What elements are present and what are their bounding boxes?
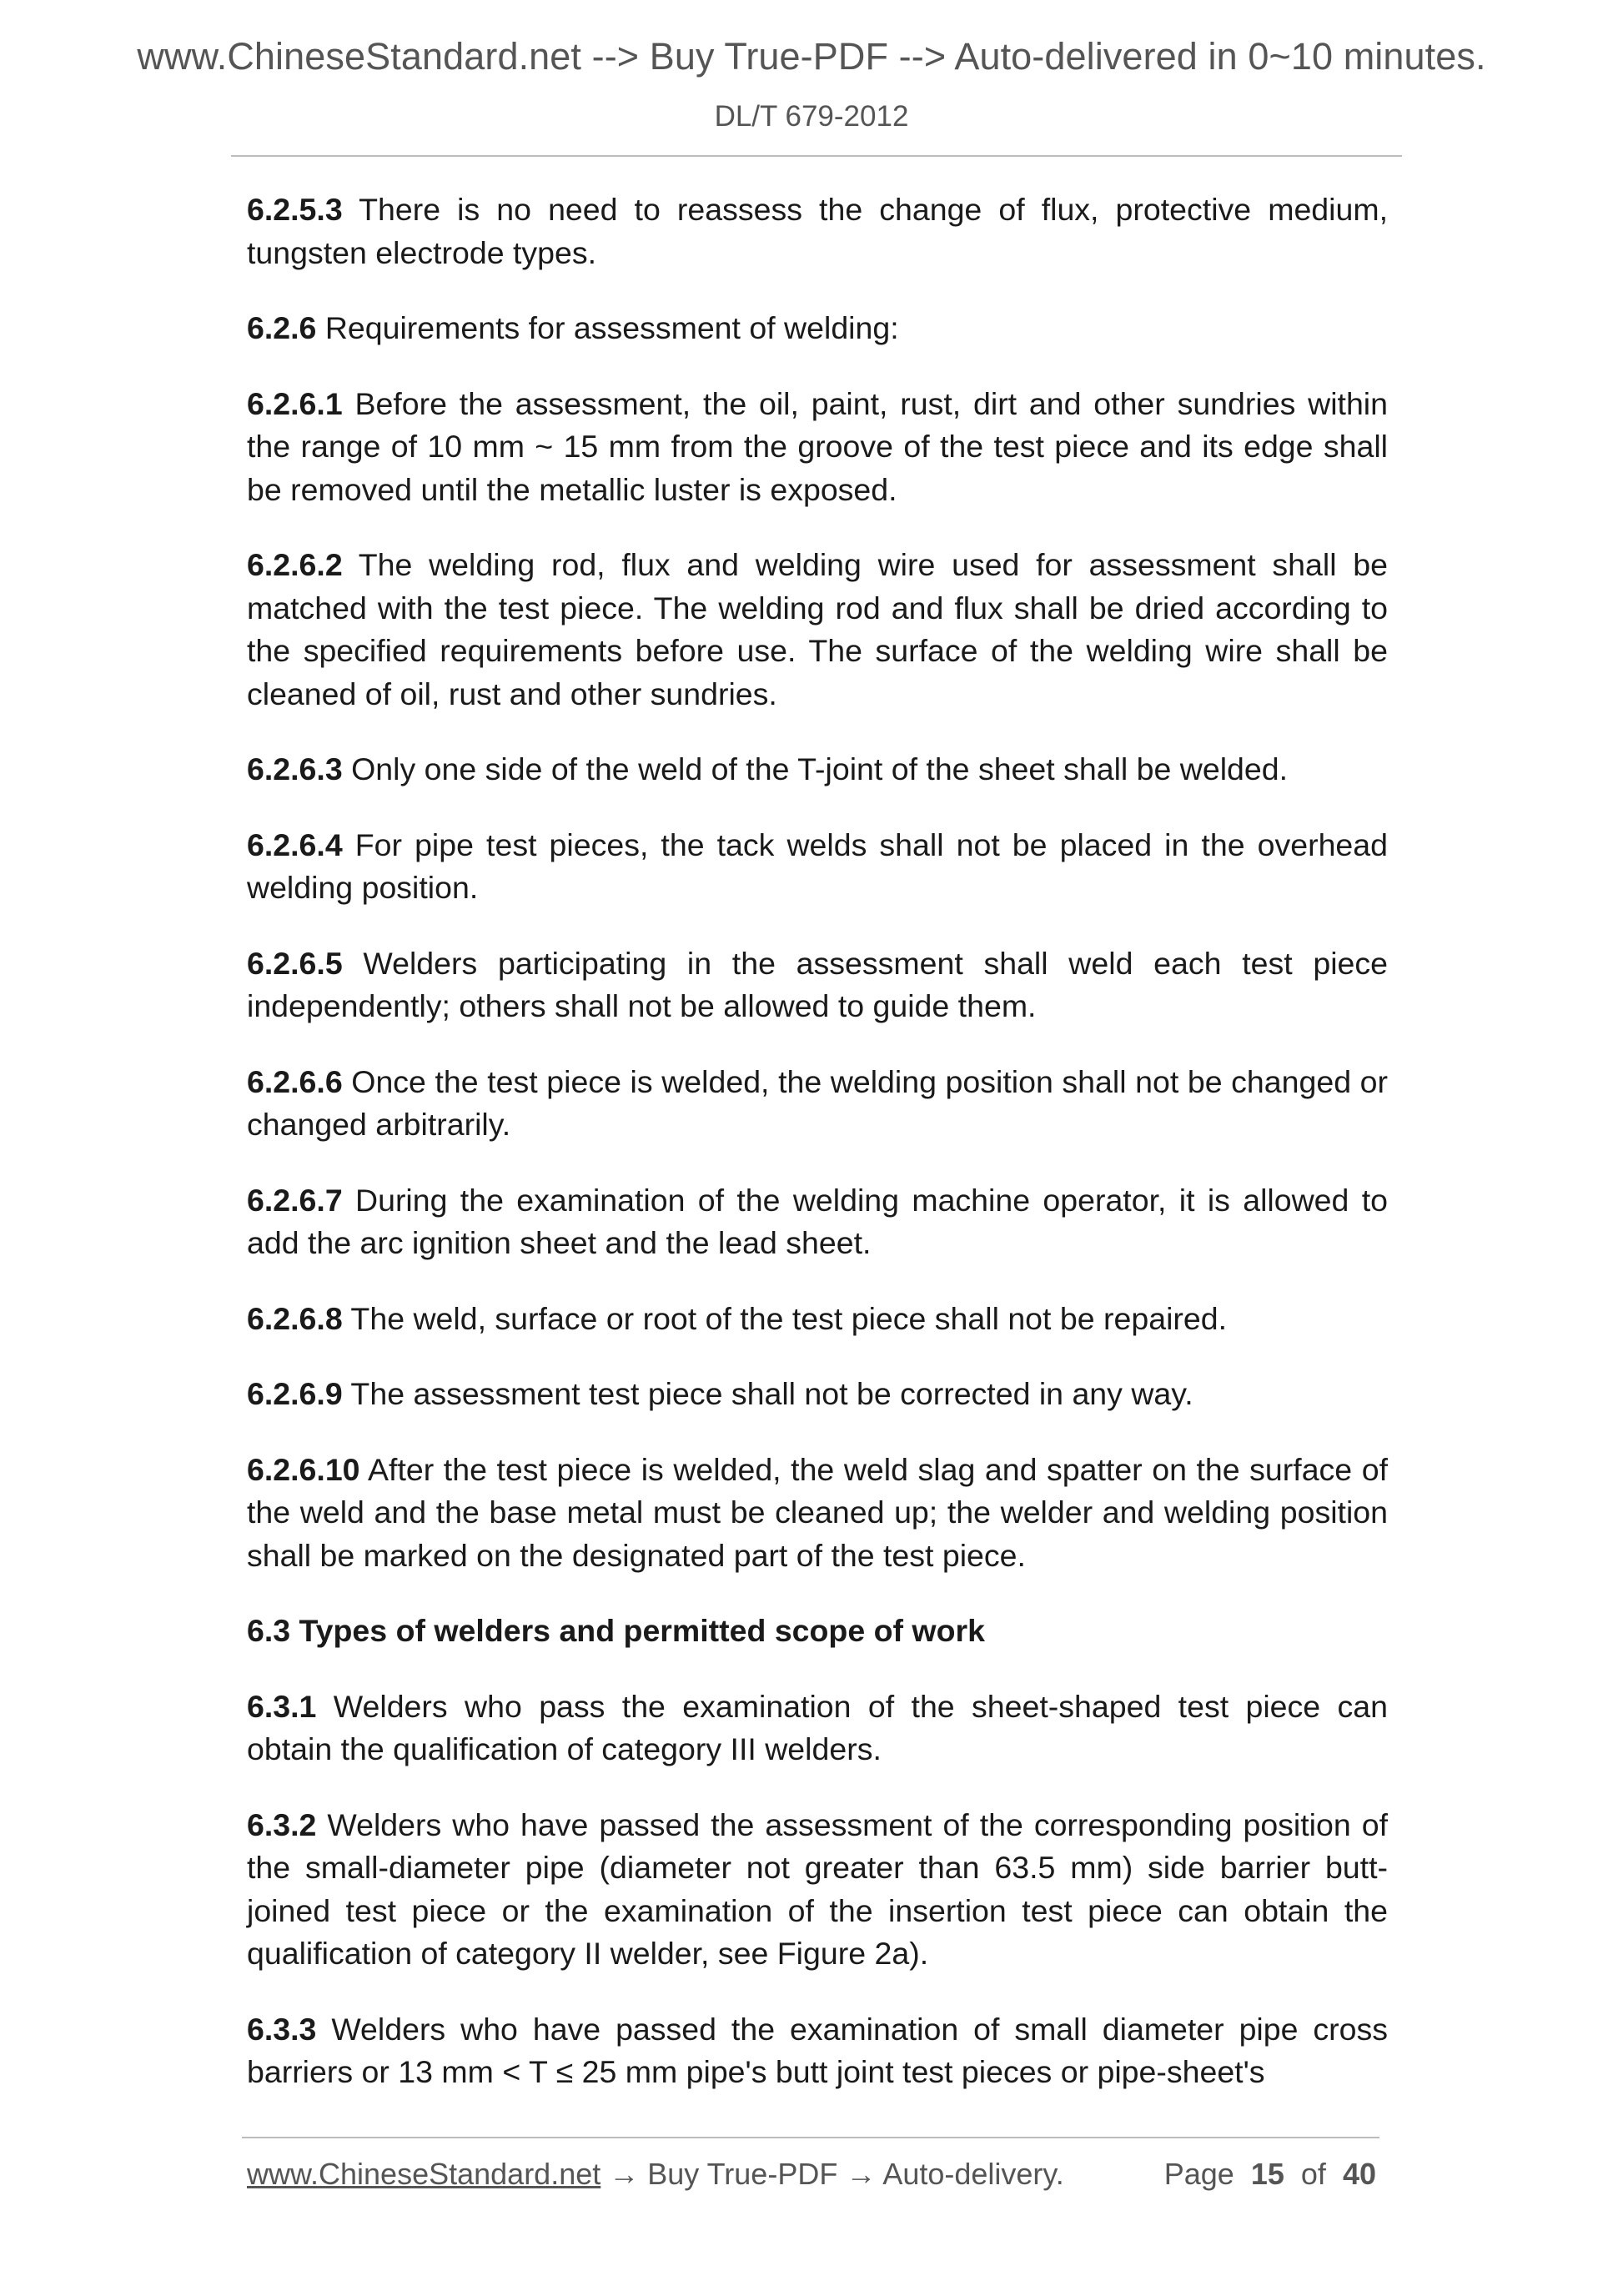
clause-number: 6.2.6.8 xyxy=(247,1300,343,1336)
header-divider xyxy=(231,155,1402,157)
clause-6-2-6-8 xyxy=(247,1298,1388,1341)
footer-tagline xyxy=(247,2157,1064,2192)
clause-number: 6.2.5.3 xyxy=(247,192,343,227)
clause-6-3-2 xyxy=(247,1804,1388,1976)
clause-text: There is no need to reassess the change of flux, protective medium, tungsten electrode types. xyxy=(247,192,1388,270)
page-footer xyxy=(247,2157,1379,2195)
clause-number: 6.2.6.2 xyxy=(247,547,343,582)
clause-text: For pipe test pieces, the tack welds shall not be placed in the overhead welding position. xyxy=(247,826,1388,905)
clause-number: 6.2.6.4 xyxy=(247,826,343,862)
clause-6-2-6-4 xyxy=(247,824,1388,910)
total-page-number: 40 xyxy=(1342,2157,1376,2191)
page-of-label: of xyxy=(1300,2157,1326,2191)
clause-text: The assessment test piece shall not be corrected in any way. xyxy=(342,1376,1193,1411)
clause-text: Requirements for assessment of welding: xyxy=(316,310,899,345)
clause-6-3-1 xyxy=(247,1686,1388,1771)
clause-6-2-6-7 xyxy=(247,1179,1388,1265)
clause-number: 6.2.6.6 xyxy=(247,1063,343,1099)
clause-number: 6.3.1 xyxy=(247,1688,317,1724)
clause-text: After the test piece is welded, the weld slag and spatter on the surface of the weld and the base metal must be cleaned up; the welder and welding position shall be marked on the designated part of the test piece. xyxy=(247,1451,1388,1573)
clause-text: During the examination of the welding machine operator, it is allowed to add the arc ignition sheet and the lead sheet. xyxy=(247,1182,1388,1260)
page-body xyxy=(247,188,1388,2127)
clause-text: Welders who pass the examination of the sheet-shaped test piece can obtain the qualification of category III welders. xyxy=(247,1688,1388,1766)
site-link[interactable]: www.ChineseStandard.net xyxy=(247,2157,601,2191)
clause-number: 6.2.6.3 xyxy=(247,751,343,786)
clause-6-2-5-3 xyxy=(247,188,1388,274)
clause-6-2-6-3 xyxy=(247,748,1388,791)
clause-6-2-6-1 xyxy=(247,383,1388,512)
clause-number: 6.2.6.5 xyxy=(247,945,343,981)
footer-tagline-text: → Buy True-PDF → Auto-delivery. xyxy=(600,2157,1064,2191)
clause-text: Welders participating in the assessment shall weld each test piece independently; others shall not be allowed to guide them. xyxy=(247,945,1388,1023)
footer-divider xyxy=(242,2137,1379,2138)
clause-number: 6.3.3 xyxy=(247,2011,317,2047)
clause-number: 6.2.6.9 xyxy=(247,1376,343,1411)
current-page-number: 15 xyxy=(1250,2157,1284,2191)
clause-number: 6.2.6.7 xyxy=(247,1182,343,1218)
clause-6-3-3 xyxy=(247,2008,1388,2094)
clause-6-2-6-10 xyxy=(247,1449,1388,1578)
page-indicator xyxy=(1164,2157,1376,2192)
clause-text: The weld, surface or root of the test piece shall not be repaired. xyxy=(342,1300,1228,1336)
clause-text: The welding rod, flux and welding wire used for assessment shall be matched with the test piece. The welding rod and flux shall be dried according to the specified requirements before use. The surface of the welding wire shall be cleaned of oil, rust and other sundries. xyxy=(247,547,1388,711)
clause-6-2-6-9 xyxy=(247,1373,1388,1416)
clause-number: 6.2.6.10 xyxy=(247,1451,360,1487)
clause-text: Before the assessment, the oil, paint, rust, dirt and other sundries within the range of 10 mm ~ 15 mm from the groove of the test piece and its edge shall be removed until the metallic luster is exposed. xyxy=(247,385,1388,507)
clause-text: Once the test piece is welded, the welding position shall not be changed or changed arbitrarily. xyxy=(247,1063,1388,1142)
clause-number: 6.2.6 xyxy=(247,310,317,345)
clause-6-2-6 xyxy=(247,307,1388,350)
clause-number: 6.2.6.1 xyxy=(247,385,343,421)
clause-6-2-6-2 xyxy=(247,544,1388,716)
clause-number: 6.3.2 xyxy=(247,1806,317,1842)
clause-text: Only one side of the weld of the T-joint of the sheet shall be welded. xyxy=(342,751,1289,786)
clause-6-2-6-5 xyxy=(247,942,1388,1028)
clause-text: Welders who have passed the examination of small diameter pipe cross barriers or 13 mm < T ≤ 25 mm pipe's butt joint test pieces or pipe-sheet's xyxy=(247,2011,1388,2089)
section-heading-6-3: 6.3 Types of welders and permitted scope of work xyxy=(247,1613,985,1648)
document-code: DL/T 679-2012 xyxy=(714,100,909,133)
site-banner: www.ChineseStandard.net --> Buy True-PDF --> Auto-delivered in 0~10 minutes. xyxy=(137,35,1486,78)
clause-6-2-6-6 xyxy=(247,1061,1388,1147)
clause-text: Welders who have passed the assessment of the corresponding position of the small-diameter pipe (diameter not greater than 63.5 mm) side barrier butt-joined test piece or the examination of the insertion test piece can obtain the qualification of category II welder, see Figure 2a). xyxy=(247,1806,1388,1971)
page-label: Page xyxy=(1163,2157,1234,2191)
